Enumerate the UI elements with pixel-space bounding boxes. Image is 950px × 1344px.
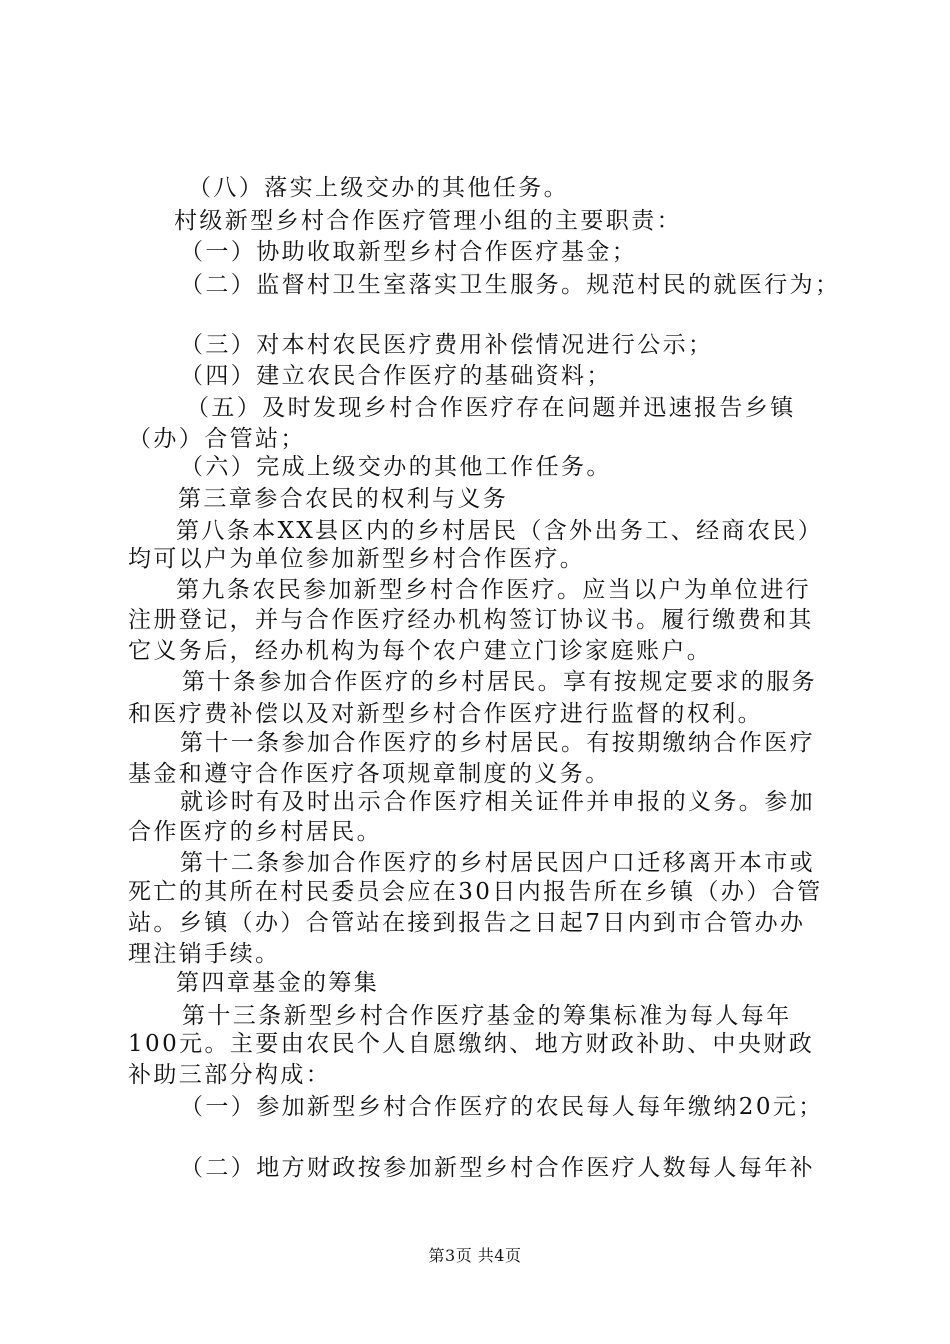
text-line: 基金和遵守合作医疗各项规章制度的义务。 xyxy=(128,761,611,787)
text-line: （二）地方财政按参加新型乡村合作医疗人数每人每年补 xyxy=(180,1155,815,1181)
text-line: （三）对本村农民医疗费用补偿情况进行公示； xyxy=(180,332,714,358)
text-line: 100元。主要由农民个人自愿缴纳、地方财政补助、中央财政 xyxy=(128,1031,815,1057)
chapter-heading: 第三章参合农民的权利与义务 xyxy=(178,486,509,512)
text-line: 理注销手续。 xyxy=(128,941,281,967)
text-line: 和医疗费补偿以及对新型乡村合作医疗进行监督的权利。 xyxy=(128,701,763,727)
text-line: （一）参加新型乡村合作医疗的农民每人每年缴纳20元； xyxy=(180,1094,824,1120)
text-line: 死亡的其所在村民委员会应在30日内报告所在乡镇（办）合管 xyxy=(128,879,823,905)
text-line: 第十二条参加合作医疗的乡村居民因户口迁移离开本市或 xyxy=(180,850,815,876)
text-line: （八）落实上级交办的其他任务。 xyxy=(188,175,569,201)
text-line: 村级新型乡村合作医疗管理小组的主要职责： xyxy=(174,208,682,234)
text-line: 合作医疗的乡村居民。 xyxy=(128,819,382,845)
text-line: 第八条本XX县区内的乡村居民（含外出务工、经商农民） xyxy=(176,518,824,544)
text-line: （四）建立农民合作医疗的基础资料； xyxy=(180,363,612,389)
text-line: 注册登记，并与合作医疗经办机构签订协议书。履行缴费和其 xyxy=(128,607,814,633)
text-line: 第十三条新型乡村合作医疗基金的筹集标准为每人每年 xyxy=(182,1003,792,1029)
text-line: 站。乡镇（办）合管站在接到报告之日起7日内到市合管办办 xyxy=(128,910,806,936)
text-line: （六）完成上级交办的其他工作任务。 xyxy=(180,454,612,480)
chapter-heading: 第四章基金的筹集 xyxy=(176,970,380,996)
text-line: 第十条参加合作医疗的乡村居民。享有按规定要求的服务 xyxy=(182,669,817,695)
text-line: 第十一条参加合作医疗的乡村居民。有按期缴纳合作医疗 xyxy=(180,730,815,756)
page-footer: 第3页 共4页 xyxy=(428,1246,522,1265)
text-line: 均可以户为单位参加新型乡村合作医疗。 xyxy=(128,546,586,572)
text-line: 它义务后，经办机构为每个农户建立门诊家庭账户。 xyxy=(128,638,713,664)
text-line: （办）合管站； xyxy=(128,426,306,452)
text-line: （一）协助收取新型乡村合作医疗基金； xyxy=(180,239,638,265)
text-line: （二）监督村卫生室落实卫生服务。规范村民的就医行为； xyxy=(180,272,841,298)
text-line: 就诊时有及时出示合作医疗相关证件并申报的义务。参加 xyxy=(180,789,815,815)
text-line: （五）及时发现乡村合作医疗存在问题并迅速报告乡镇 xyxy=(186,395,796,421)
text-line: 第九条农民参加新型乡村合作医疗。应当以户为单位进行 xyxy=(176,577,811,603)
text-line: 补助三部分构成： xyxy=(128,1062,332,1088)
